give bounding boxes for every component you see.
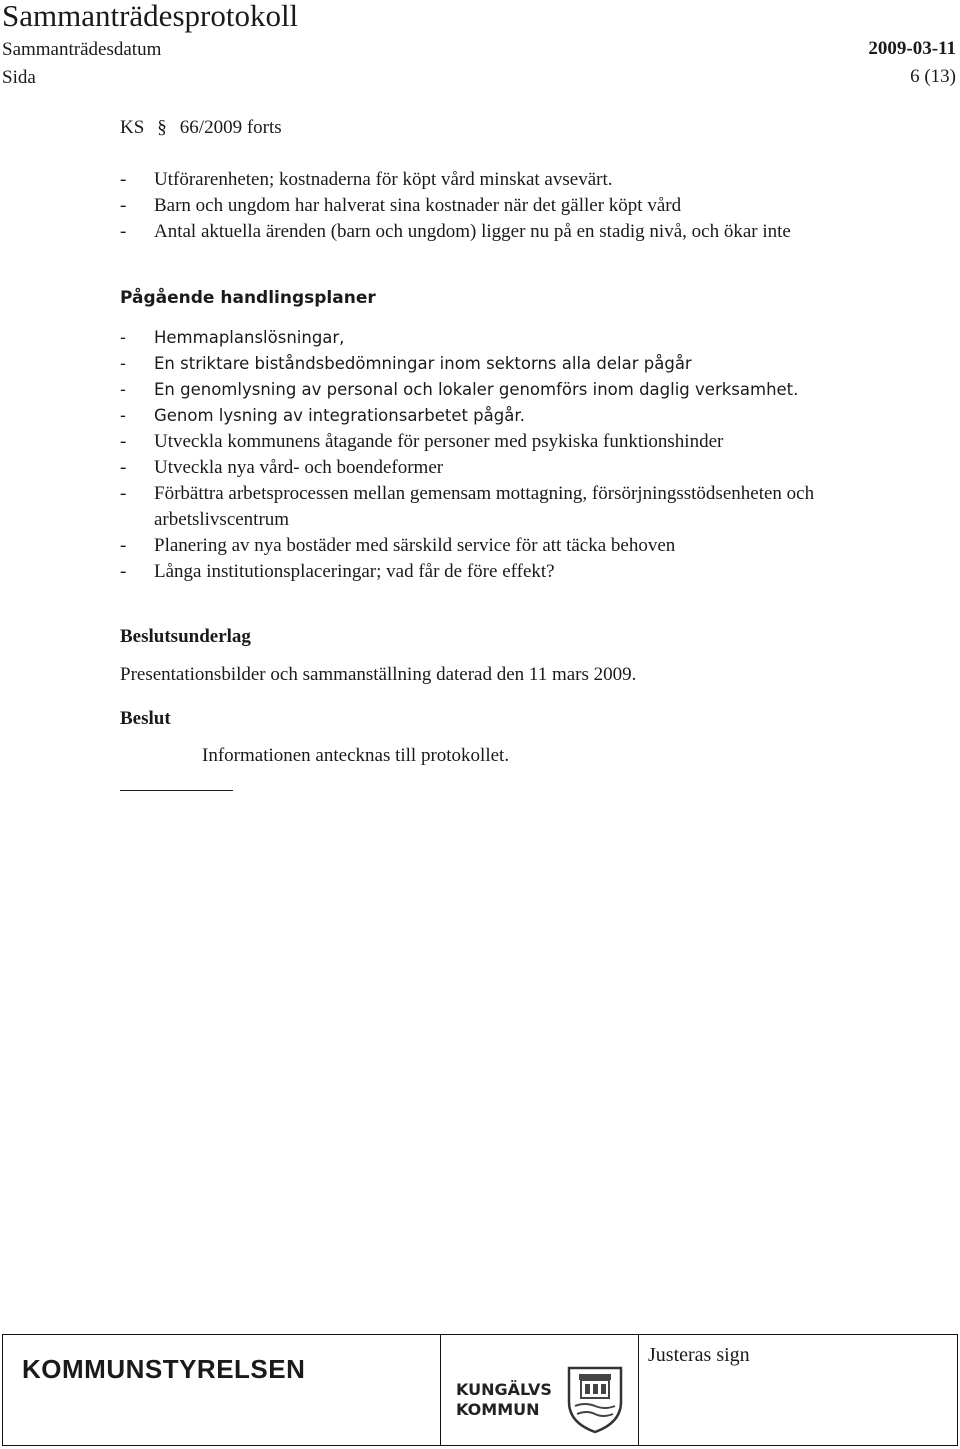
coat-of-arms-icon <box>565 1364 625 1434</box>
organization-name: KOMMUNSTYRELSEN <box>22 1354 306 1384</box>
page-number: 6 (13) <box>910 66 956 87</box>
list-item: - Barn och ungdom har halverat sina kostnader när det gäller köpt vård <box>120 193 791 219</box>
footer-divider <box>440 1334 441 1446</box>
list-item: - Utveckla kommunens åtagande för personer med psykiska funktionshinder <box>120 429 940 455</box>
list-item: - Hemmaplanslösningar, <box>120 325 798 351</box>
development-goals-list <box>120 429 940 585</box>
cost-summary-list <box>120 167 791 245</box>
list-item: - En striktare biståndsbedömningar inom sektorns alla delar pågår <box>120 351 798 377</box>
list-item: - Antal aktuella ärenden (barn och ungdom) ligger nu på en stadig nivå, och ökar inte <box>120 219 791 245</box>
section-heading-plans: Pågående handlingsplaner <box>120 288 376 308</box>
list-item: - Planering av nya bostäder med särskild service för att täcka behoven <box>120 533 940 559</box>
document-title: Sammanträdesprotokoll <box>2 0 299 33</box>
list-item: - En genomlysning av personal och lokaler genomförs inom daglig verksamhet. <box>120 377 798 403</box>
list-item: - Utveckla nya vård- och boendeformer <box>120 455 940 481</box>
list-item: - Långa institutionsplaceringar; vad får de före effekt? <box>120 559 940 585</box>
list-item: - Utförarenheten; kostnaderna för köpt vård minskat avsevärt. <box>120 167 791 193</box>
section-symbol: § <box>157 117 167 138</box>
decision-text: Informationen antecknas till protokollet. <box>202 745 510 766</box>
municipality-logo-text: KUNGÄLVS KOMMUN <box>456 1380 552 1419</box>
section-heading-decision: Beslut <box>120 708 171 729</box>
list-item: - Genom lysning av integrationsarbetet pågår. <box>120 403 798 429</box>
footer-divider <box>638 1334 639 1446</box>
meeting-date-label: Sammanträdesdatum <box>2 39 162 60</box>
section-heading-basis: Beslutsunderlag <box>120 626 251 647</box>
sign-label: Justeras sign <box>648 1344 750 1366</box>
page-label: Sida <box>2 67 36 88</box>
case-prefix: KS <box>120 117 145 138</box>
action-plans-list <box>120 325 798 429</box>
case-number: 66/2009 forts <box>179 117 282 138</box>
basis-text: Presentationsbilder och sammanställning daterad den 11 mars 2009. <box>120 664 637 685</box>
list-item: - Förbättra arbetsprocessen mellan gemensam mottagning, försörjningsstödsenheten och arbetslivscentrum <box>120 481 940 533</box>
meeting-date: 2009-03-11 <box>868 38 956 59</box>
case-reference <box>120 117 282 139</box>
separator-line <box>120 790 233 791</box>
